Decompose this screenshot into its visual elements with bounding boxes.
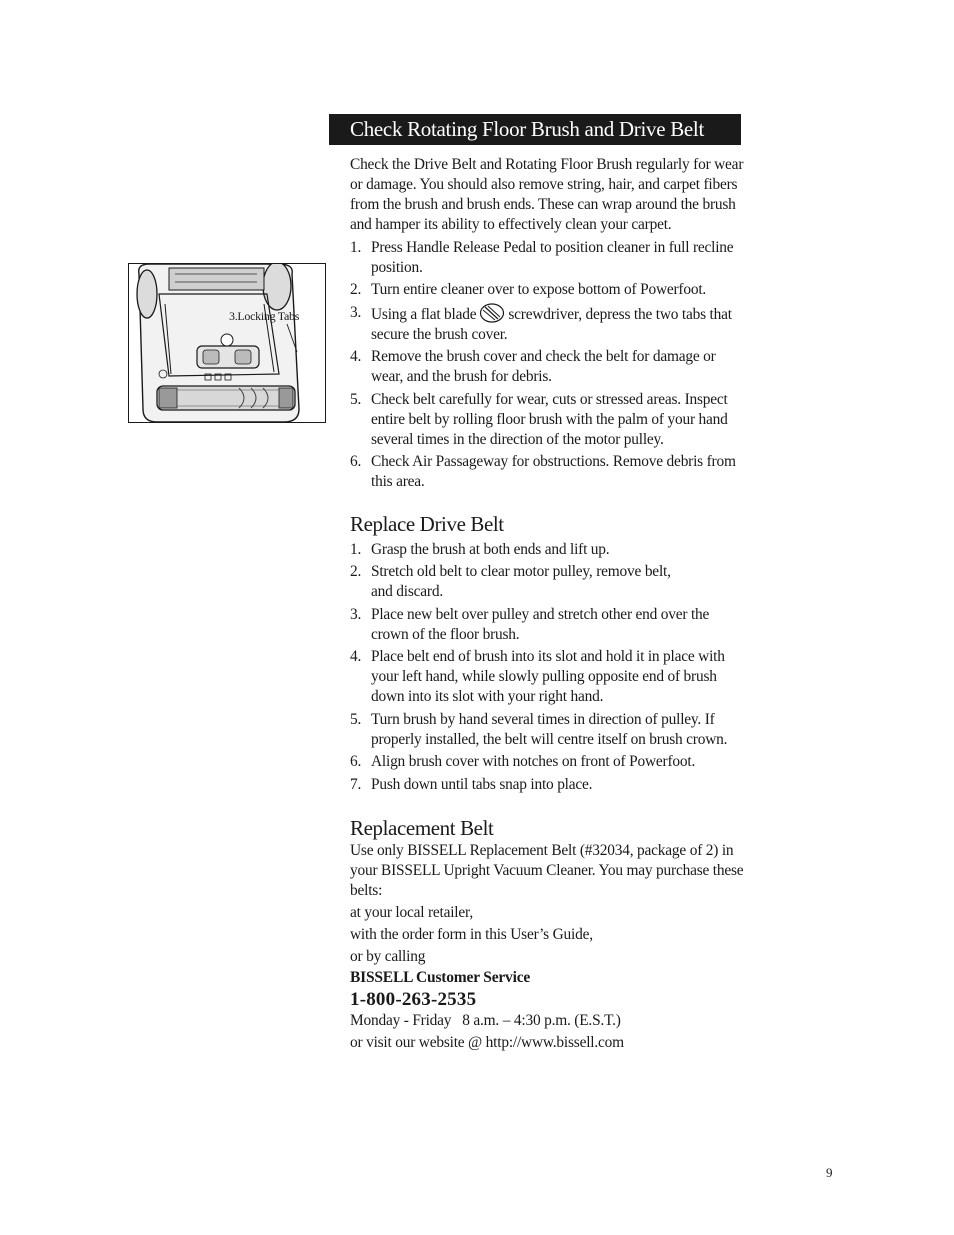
locking-tabs-label: 3.Locking Tabs <box>229 309 300 323</box>
list-item: 1. Press Handle Release Pedal to position cleaner in full recline position. <box>350 238 734 276</box>
list-item: 4. Place belt end of brush into its slot and hold it in place with your left hand, while slowly pulling opposite end of brush down into its slot with your right hand. <box>350 648 725 705</box>
list-item: 3. Using a flat blade screwdriver, depress the two tabs that secure the brush cover. <box>350 303 732 343</box>
replacement-belt-body: Use only BISSELL Replacement Belt (#32034, package of 2) in your BISSELL Upright Vacuum Cleaner. You may purchase these belts: <box>350 841 744 899</box>
powerfoot-drawing <box>129 264 326 423</box>
main-content <box>350 155 745 1053</box>
purchase-option-order-form: with the order form in this User’s Guide, <box>350 925 593 943</box>
flat-blade-screwdriver-icon <box>479 303 505 323</box>
section1-steps <box>350 238 745 493</box>
list-item: 7. Push down until tabs snap into place. <box>350 775 593 793</box>
page-number: 9 <box>826 1165 833 1180</box>
customer-service-hours: Monday - Friday 8 a.m. – 4:30 p.m. (E.S.T.) <box>350 1011 621 1029</box>
list-item: 3. Place new belt over pulley and stretch other end over the crown of the floor brush. <box>350 605 710 643</box>
section-heading-check-brush-belt: Check Rotating Floor Brush and Drive Belt <box>329 114 741 145</box>
section-heading-replacement-belt: Replacement Belt <box>350 815 494 840</box>
list-item: 2. Turn entire cleaner over to expose bottom of Powerfoot. <box>350 281 707 298</box>
list-item: 6. Align brush cover with notches on front of Powerfoot. <box>350 753 696 770</box>
list-item: 5. Turn brush by hand several times in direction of pulley. If properly installed, the belt will centre itself on brush crown. <box>350 710 728 748</box>
list-item: 5. Check belt carefully for wear, cuts or stressed areas. Inspect entire belt by rolling floor brush with the palm of your hand several times in the direction of the motor pulley. <box>350 390 728 448</box>
list-item: 4. Remove the brush cover and check the belt for damage or wear, and the brush for debris. <box>350 348 716 385</box>
website-line: or visit our website @ http://www.bissell.com <box>350 1033 624 1051</box>
customer-service-name: BISSELL Customer Service <box>350 968 531 986</box>
purchase-option-calling: or by calling <box>350 947 426 965</box>
list-item: 6. Check Air Passageway for obstructions. Remove debris from this area. <box>350 453 736 490</box>
list-item: 1. Grasp the brush at both ends and lift up. <box>350 540 610 558</box>
purchase-option-retailer: at your local retailer, <box>350 903 473 921</box>
section1-intro: Check the Drive Belt and Rotating Floor Brush regularly for wear or damage. You should also remove string, hair, and carpet fibers from the brush and brush ends. These can wrap around the brush and hamper its ability to effectively clean your carpet. <box>350 156 744 233</box>
section2-steps <box>350 540 745 795</box>
powerfoot-underside-illustration <box>128 263 326 423</box>
customer-service-phone: 1-800-263-2535 <box>350 988 477 1010</box>
list-item: 2. Stretch old belt to clear motor pulley, remove belt, and discard. <box>350 563 671 600</box>
section-heading-replace-drive-belt: Replace Drive Belt <box>350 512 504 536</box>
